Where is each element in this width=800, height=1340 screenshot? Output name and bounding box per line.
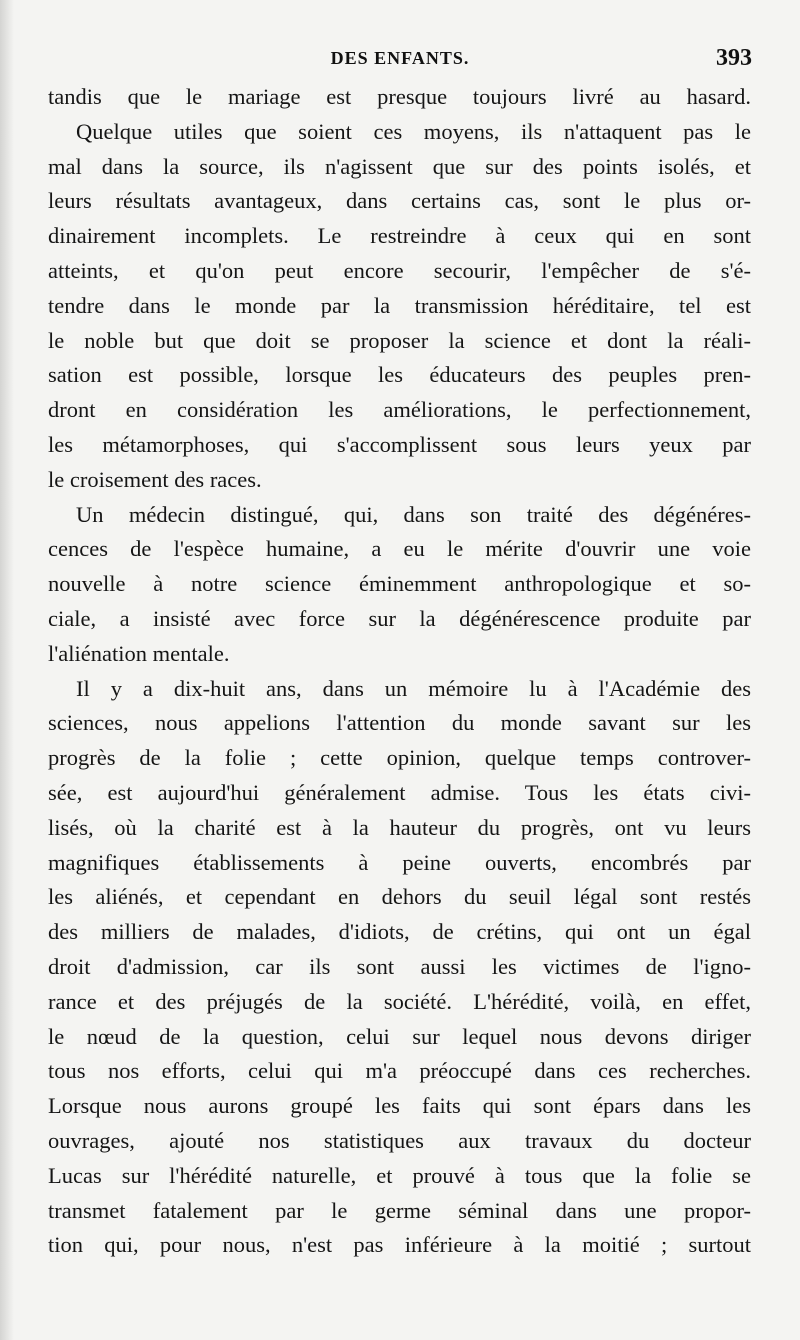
paragraph-end-line: l'aliénation mentale. [48, 640, 230, 666]
text-line: tion qui, pour nous, n'est pas inférieure à la moitié ; surtout [48, 1232, 751, 1258]
paragraph-start-line: Quelque utiles que soient ces moyens, ils n'attaquent pas le [76, 118, 751, 144]
page-header [48, 40, 752, 76]
text-line: sation est possible, lorsque les éducateurs des peuples pren- [48, 362, 751, 388]
text-line: progrès de la folie ; cette opinion, quelque temps controver- [48, 745, 751, 771]
text-line: magnifiques établissements à peine ouverts, encombrés par [48, 849, 751, 875]
text-line: les aliénés, et cependant en dehors du seuil légal sont restés [48, 884, 751, 910]
text-line: dinairement incomplets. Le restreindre à ceux qui en sont [48, 223, 751, 249]
text-line: nouvelle à notre science éminemment anthropologique et so- [48, 571, 751, 597]
paragraph-start-line: Il y a dix-huit ans, dans un mémoire lu à l'Académie des [76, 675, 751, 701]
text-line: cences de l'espèce humaine, a eu le mérite d'ouvrir une voie [48, 536, 751, 562]
text-line: les métamorphoses, qui s'accomplissent sous leurs yeux par [48, 431, 751, 457]
text-line: leurs résultats avantageux, dans certains cas, sont le plus or- [48, 188, 751, 214]
text-line: sée, est aujourd'hui généralement admise. Tous les états civi- [48, 779, 751, 805]
text-line: tandis que le mariage est presque toujours livré au hasard. [48, 84, 751, 109]
text-line: mal dans la source, ils n'agissent que sur des points isolés, et [48, 153, 751, 179]
text-line: ciale, a insisté avec force sur la dégénérescence produite par [48, 605, 751, 631]
paragraph-start-line: Un médecin distingué, qui, dans son traité des dégénéres- [76, 501, 751, 527]
text-line: rance et des préjugés de la société. L'hérédité, voilà, en effet, [48, 988, 751, 1014]
text-line: Lucas sur l'hérédité naturelle, et prouvé à tous que la folie se [48, 1162, 751, 1188]
text-line: atteints, et qu'on peut encore secourir, l'empêcher de s'é- [48, 257, 751, 283]
text-line: droit d'admission, car ils sont aussi les victimes de l'igno- [48, 953, 751, 979]
text-line: dront en considération les améliorations, le perfectionnement, [48, 397, 751, 423]
text-line: lisés, où la charité est à la hauteur du progrès, ont vu leurs [48, 814, 751, 840]
text-line: des milliers de malades, d'idiots, de crétins, qui ont un égal [48, 919, 751, 945]
page-number: 393 [716, 45, 752, 71]
text-line: le nœud de la question, celui sur lequel nous devons diriger [48, 1023, 751, 1049]
text-line: sciences, nous appelions l'attention du monde savant sur les [48, 710, 751, 736]
text-line: tendre dans le monde par la transmission héréditaire, tel est [48, 292, 751, 318]
text-line: ouvrages, ajouté nos statistiques aux travaux du docteur [48, 1127, 751, 1153]
page-binding-edge [0, 0, 14, 1340]
text-line: le noble but que doit se proposer la science et dont la réali- [48, 327, 751, 353]
text-line: transmet fatalement par le germe séminal dans une propor- [48, 1197, 751, 1223]
text-line: tous nos efforts, celui qui m'a préoccupé dans ces recherches. [48, 1058, 751, 1084]
body-text [48, 80, 751, 1263]
text-line: Lorsque nous aurons groupé les faits qui sont épars dans les [48, 1093, 751, 1119]
running-head: DES ENFANTS. [330, 48, 470, 68]
paragraph-end-line: le croisement des races. [48, 466, 262, 492]
